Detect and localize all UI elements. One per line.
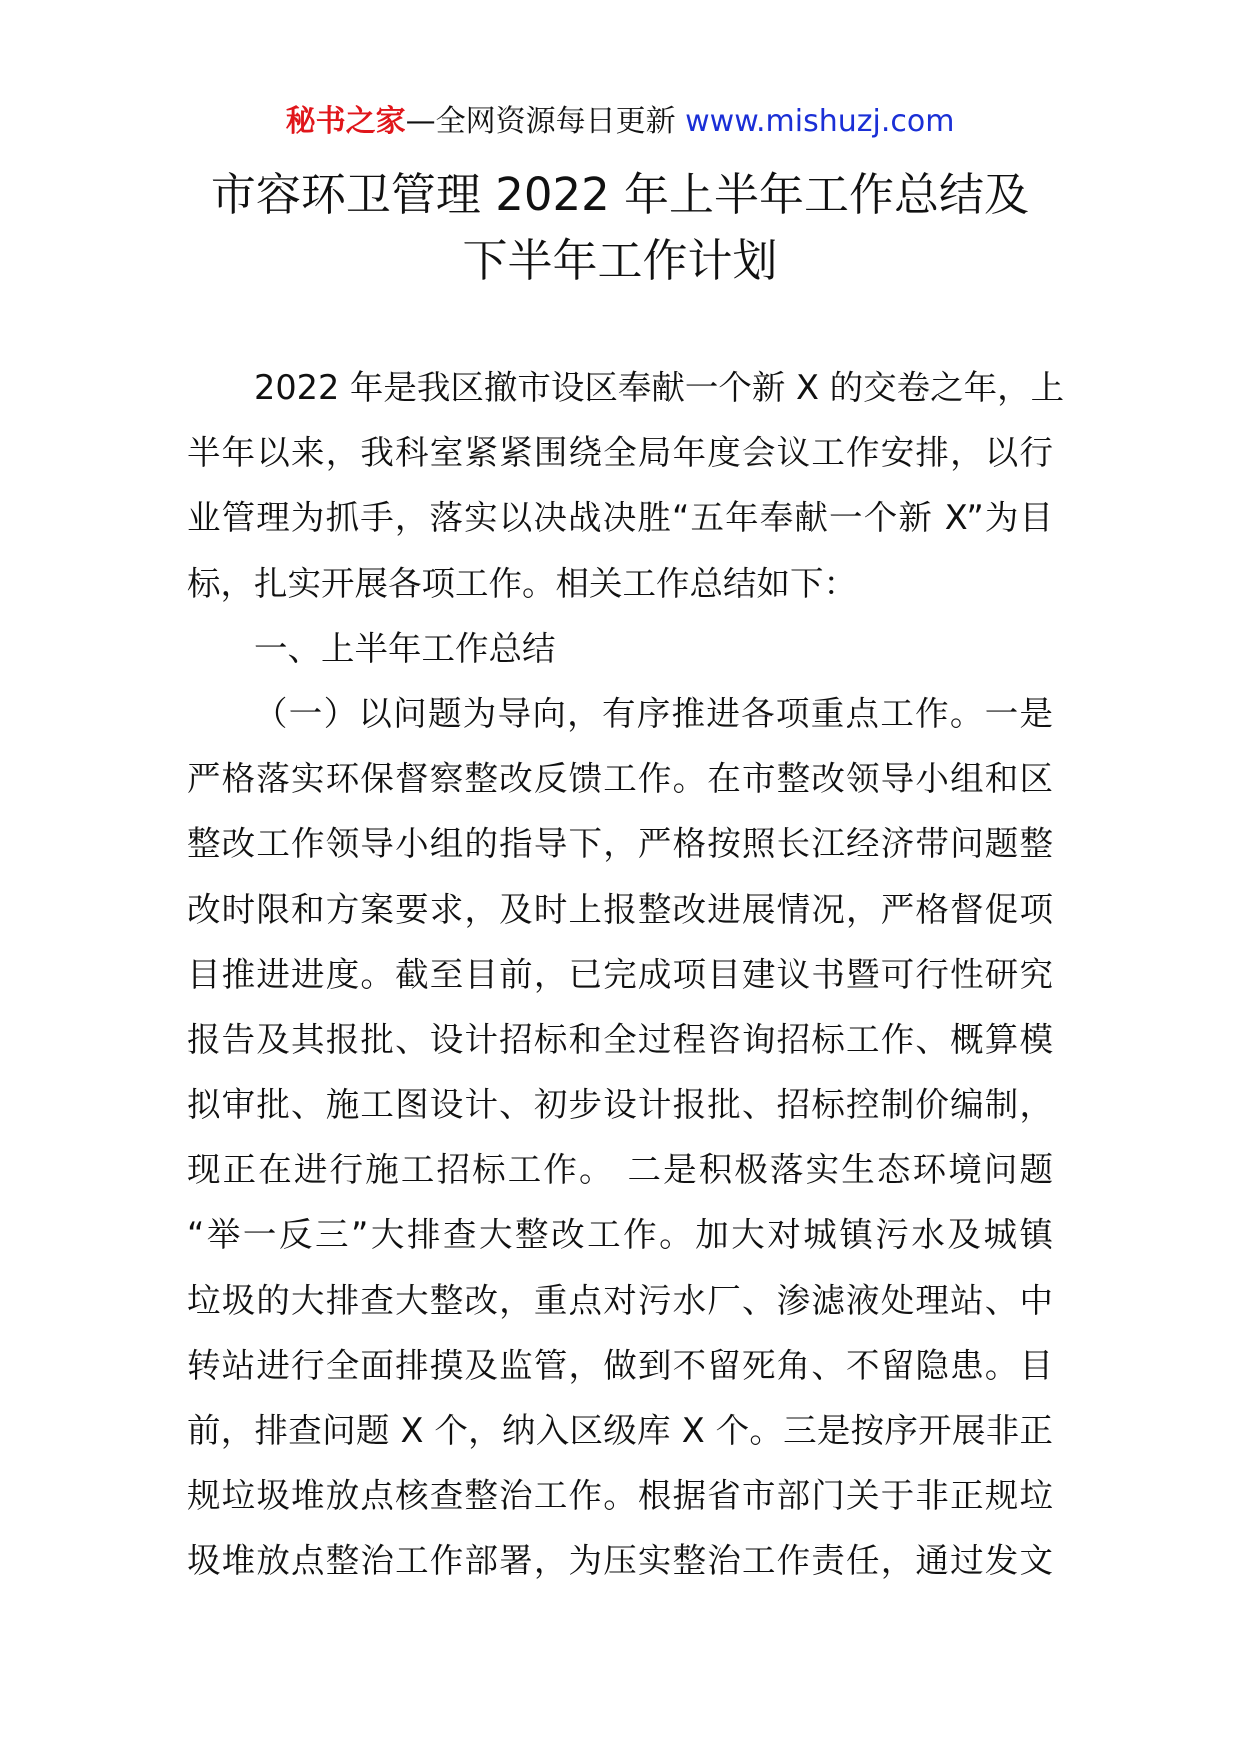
body-line: 标，扎实开展各项工作。相关工作总结如下： — [187, 563, 857, 603]
body-line: 前，排查问题 X 个，纳入区级库 X 个。三是按序开展非正 — [187, 1411, 1053, 1450]
body-line: 规垃圾堆放点核查整治工作。根据省市部门关于非正规垃 — [187, 1476, 1053, 1516]
body-line: （一）以问题为导向，有序推进各项重点工作。一是 — [254, 693, 1053, 733]
body-line: 转站进行全面排摸及监管，做到不留死角、不留隐患。目 — [187, 1345, 1053, 1385]
body-line: 严格落实环保督察整改反馈工作。在市整改领导小组和区 — [187, 759, 1053, 799]
document-body — [187, 355, 1065, 1594]
section-heading: 一、上半年工作总结 — [254, 628, 556, 668]
header-tagline: —全网资源每日更新 — [405, 104, 686, 139]
body-line: 目推进进度。截至目前，已完成项目建议书暨可行性研究 — [187, 954, 1053, 994]
body-line: 报告及其报批、设计招标和全过程咨询招标工作、概算模 — [187, 1019, 1053, 1059]
body-line: 整改工作领导小组的指导下，严格按照长江经济带问题整 — [187, 824, 1053, 864]
body-line: 半年以来，我科室紧紧围绕全局年度会议工作安排，以行 — [187, 433, 1053, 473]
body-line: 改时限和方案要求，及时上报整改进展情况，严格督促项 — [187, 889, 1053, 929]
body-line: “举一反三”大排查大整改工作。加大对城镇污水及城镇 — [187, 1215, 1053, 1255]
body-line: 拟审批、施工图设计、初步设计报批、招标控制价编制， — [187, 1085, 1053, 1125]
body-line: 业管理为抓手，落实以决战决胜“五年奉献一个新 X”为目 — [187, 498, 1053, 538]
title-line-1: 市容环卫管理 2022 年上半年工作总结及 — [210, 168, 1030, 221]
body-line: 圾堆放点整治工作部署，为压实整治工作责任，通过发文 — [187, 1541, 1053, 1581]
brand-name: 秘书之家 — [285, 104, 406, 139]
title-line-2: 下半年工作计划 — [462, 234, 778, 287]
body-line: 垃圾的大排查大整改，重点对污水厂、渗滤液处理站、中 — [187, 1280, 1053, 1320]
site-header — [0, 100, 1240, 144]
body-line: 2022 年是我区撤市设区奉献一个新 X 的交卷之年，上 — [254, 368, 1065, 407]
body-line: 现正在进行施工招标工作。 二是积极落实生态环境问题 — [187, 1150, 1053, 1190]
document-title — [0, 162, 1240, 294]
site-url-link[interactable]: www.mishuzj.com — [685, 104, 955, 139]
